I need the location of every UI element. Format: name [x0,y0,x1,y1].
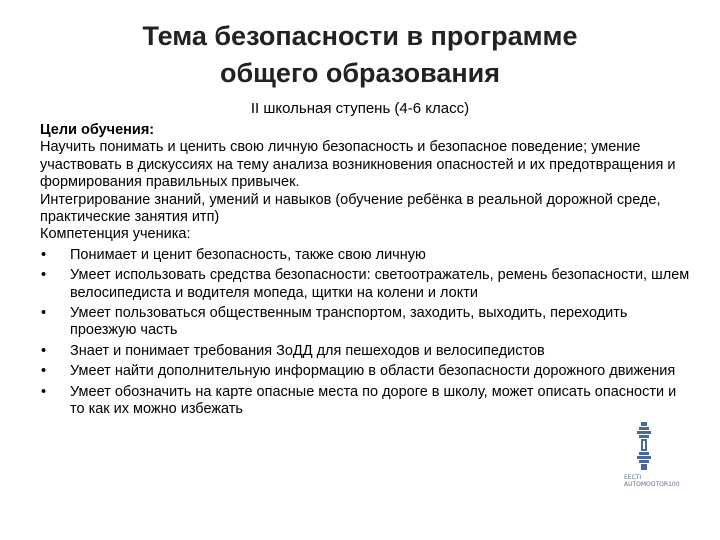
slide-title-line-1: Тема безопасности в программе [142,21,578,51]
logo-emblem-icon [604,418,684,474]
competence-item-text: Умеет обозначить на карте опасные места по дороге в школу, может описать опасности и то как их можно избежать [70,383,677,418]
competence-item [40,363,690,380]
competence-item-text: Понимает и ценит безопасность, также свою личную [70,246,426,263]
slide-content [40,122,690,419]
logo-caption-line-2: AUTOMOOTOR100 [624,481,680,488]
competence-item-text: Умеет найти дополнительную информацию в области безопасности дорожного движения [70,363,676,380]
goals-paragraph-2: Интегрирование знаний, умений и навыков (обучение ребёнка в реальной дорожной среде, практические занятия итп) [40,191,661,226]
slide-title [60,18,660,92]
bullet-icon: • [41,305,47,322]
logo-caption-line-1: ЕЕСТІ [624,474,642,481]
competence-item-text: Знает и понимает требования ЗоДД для пешеходов и велосипедистов [70,342,545,359]
bullet-icon: • [41,383,47,400]
competence-item [40,384,690,419]
competence-item-text: Умеет использовать средства безопасности: светоотражатель, ремень безопасности, шлем велосипедиста и водителя мопеда, щитки на колени и локти [70,267,690,301]
slide-subtitle: II школьная ступень (4-6 класс) [250,100,470,117]
competence-heading: Компетенция ученика: [40,226,191,243]
bullet-icon: • [41,342,47,359]
goals-heading: Цели обучения: [40,122,155,138]
bullet-icon: • [41,267,47,284]
automootor-logo [604,418,684,498]
slide-title-line-2: общего образования [219,58,501,88]
goals-paragraph-1: Научить понимать и ценить свою личную безопасность и безопасное поведение; умение участвовать в дискуссиях на тему анализа возникновения опасностей и их предотвращения и формирования правильных привычек. [40,139,676,191]
competence-item [40,305,690,340]
competence-item-text: Умеет пользоваться общественным транспортом, заходить, выходить, переходить проезжую часть [70,305,628,339]
competence-item [40,343,690,360]
competence-item [40,247,690,264]
competence-item [40,267,690,302]
logo-caption [624,474,680,488]
bullet-icon: • [41,246,47,263]
bullet-icon: • [41,363,47,380]
competence-list [40,247,690,419]
